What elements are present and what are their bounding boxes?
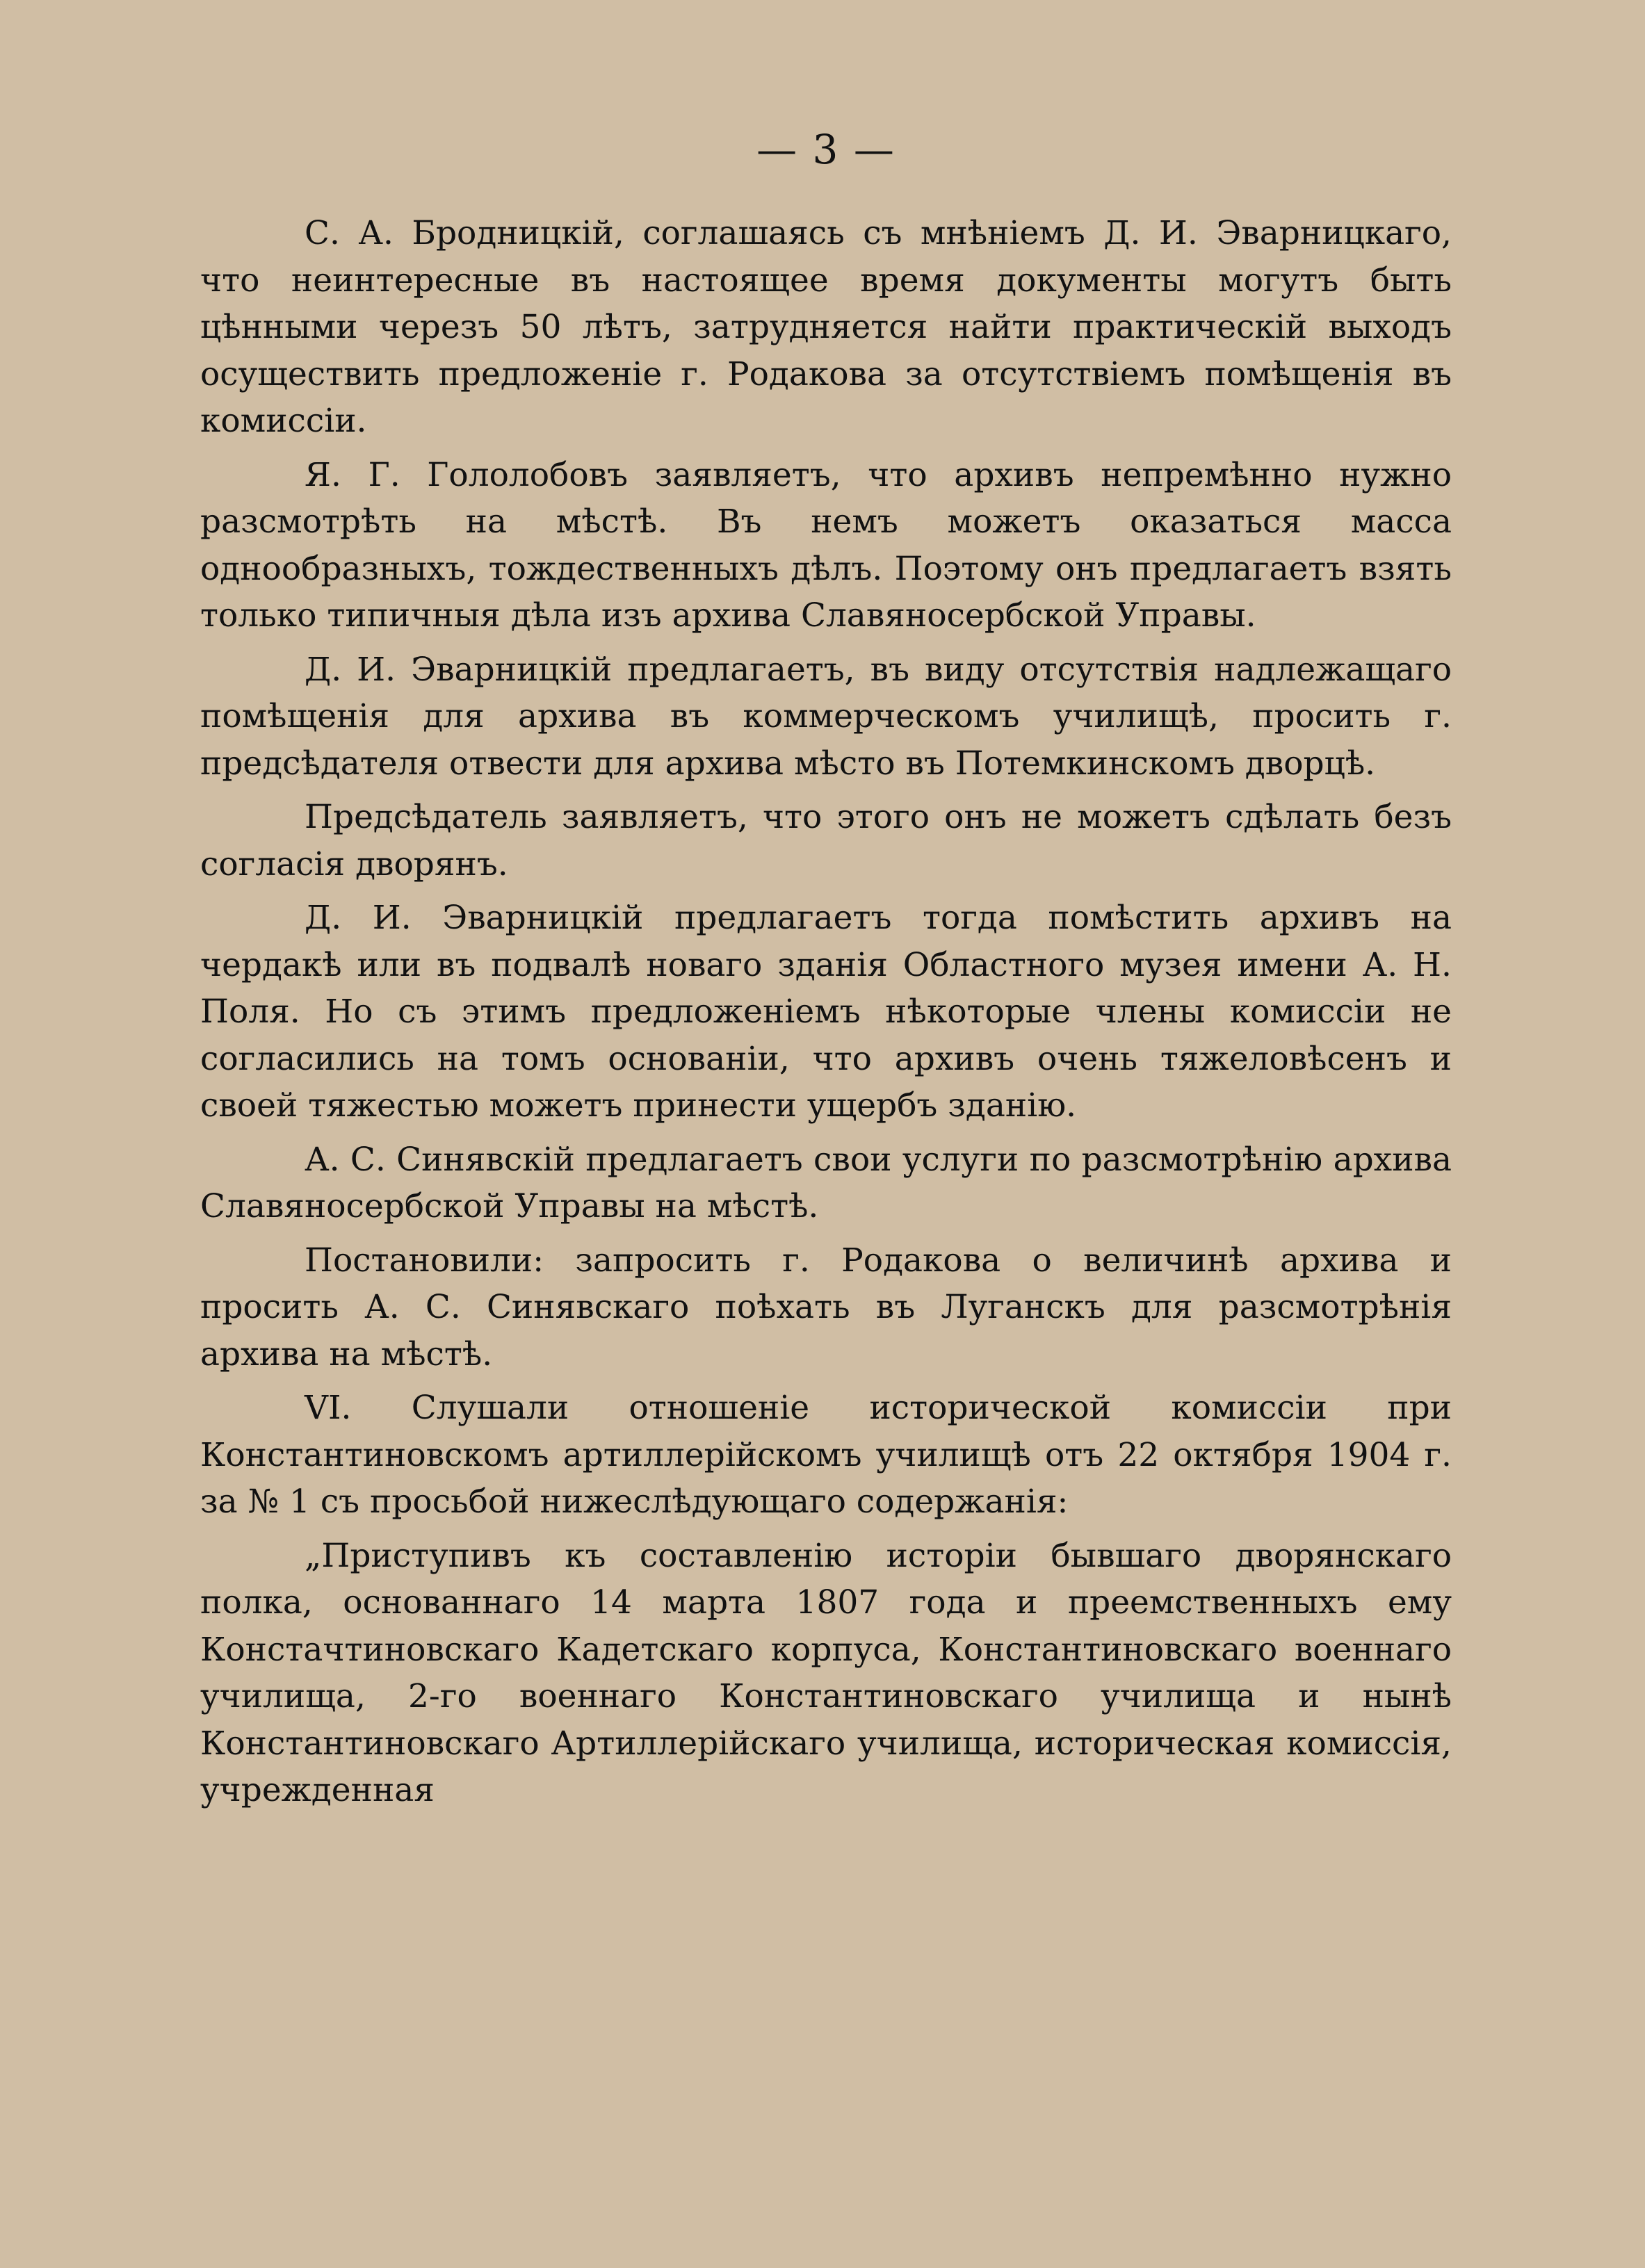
- paragraph-chairman: Предсѣдатель заявляетъ, что этого онъ не можетъ сдѣлать безъ согласія дворянъ.: [200, 798, 1452, 883]
- paragraph-evarnitsky-attic: Д. И. Эварницкій предлагаетъ тогда помѣстить архивъ на чердакѣ или въ подвалѣ новаго зданія Областного музея имени А. Н. Поля. Но съ этимъ предложеніемъ нѣкоторые члены комиссіи не согласились на томъ основаніи, что архивъ очень тяжеловѣсенъ и своей тяжестью можетъ принести ущербъ зданію.: [200, 899, 1452, 1125]
- paragraph-resolution: Постановили: запросить г. Родакова о величинѣ архива и просить А. С. Синявскаго поѣхать въ Луганскъ для разсмотрѣнія архива на мѣстѣ.: [200, 1241, 1452, 1373]
- paragraph-sinyavsky: А. С. Синявскій предлагаетъ свои услуги по разсмотрѣнію архива Славяносербской Управы на мѣстѣ.: [200, 1140, 1452, 1225]
- paragraph-evarnitsky-proposal: Д. И. Эварницкій предлагаетъ, въ виду отсутствія надлежащаго помѣщенія для архива въ коммерческомъ училищѣ, просить г. предсѣдателя отвести для архива мѣсто въ Потемкинскомъ дворцѣ.: [200, 650, 1452, 783]
- paragraph-gololobov: Я. Г. Гололобовъ заявляетъ, что архивъ непремѣнно нужно разсмотрѣть на мѣстѣ. Въ немъ можетъ оказаться масса однообразныхъ, тождественныхъ дѣлъ. Поэтому онъ предлагаетъ взять только типичныя дѣла изъ архива Славяносербской Управы.: [200, 455, 1452, 635]
- paragraph-section-vi: VI. Слушали отношеніе исторической комиссіи при Константиновскомъ артиллерійскомъ училищѣ отъ 22 октября 1904 г. за № 1 съ просьбой нижеслѣдующаго содержанія:: [200, 1389, 1452, 1521]
- page-number: — 3 —: [756, 126, 896, 173]
- paragraph-brodnitsky: С. А. Бродницкій, соглашаясь съ мнѣніемъ Д. И. Эварницкаго, что неинтересные въ настоящее время документы могутъ быть цѣнными черезъ 50 лѣтъ, затрудняется найти практическій выходъ осуществить предложеніе г. Родакова за отсутствіемъ помѣщенія въ комиссіи.: [200, 214, 1452, 440]
- document-body: [200, 210, 1452, 1821]
- paragraph-quoted-request: „Приступивъ къ составленію исторіи бывшаго дворянскаго полка, основаннаго 14 марта 1807 года и преемственныхъ ему Констачтиновскаго Кадетскаго корпуса, Константиновскаго военнаго училища, 2-го военнаго Константиновскаго училища и нынѣ Константиновскаго Артиллерійскаго училища, историческая комиссія, учрежденная: [200, 1536, 1452, 1809]
